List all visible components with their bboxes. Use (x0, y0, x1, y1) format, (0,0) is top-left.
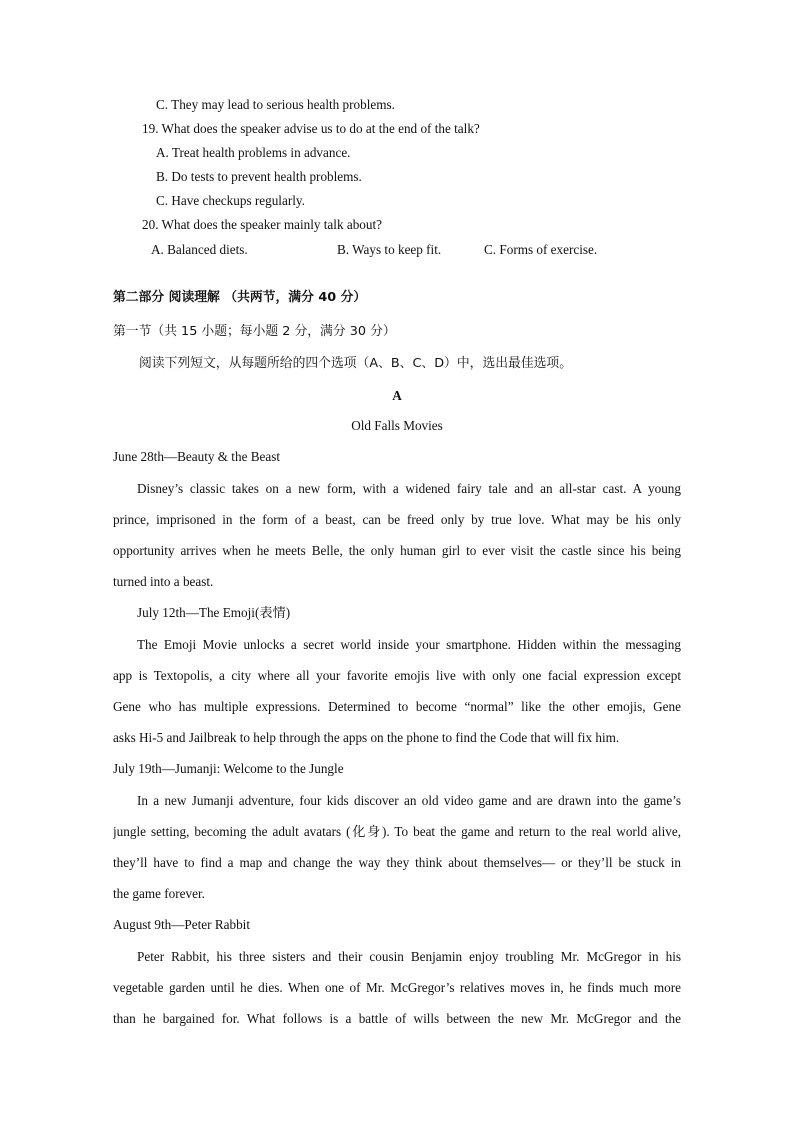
paragraph-line: the game forever. (113, 886, 205, 901)
paragraph-line: In a new Jumanji adventure, four kids discover an old video game and are drawn into the game’s (137, 793, 681, 808)
paragraph-line: The Emoji Movie unlocks a secret world inside your smartphone. Hidden within the messaging (137, 637, 681, 652)
passage-label: A (392, 388, 402, 403)
q19-option-a: A. Treat health problems in advance. (156, 145, 351, 160)
instruction: 阅读下列短文，从每题所给的四个选项（A、B、C、D）中，选出最佳选项。 (139, 356, 573, 371)
q18-option-c: C. They may lead to serious health problems. (156, 97, 395, 112)
q19-option-b: B. Do tests to prevent health problems. (156, 169, 362, 184)
paragraph-line: app is Textopolis, a city where all your favorite emojis live with only one facial expression except (113, 668, 681, 683)
paragraph-line: vegetable garden until he dies. When one of Mr. McGregor’s relatives moves in, he finds much more (113, 980, 681, 995)
q19-option-c: C. Have checkups regularly. (156, 193, 305, 208)
paragraph-line: asks Hi-5 and Jailbreak to help through the apps on the phone to find the Code that will fix him. (113, 730, 620, 745)
q20-option-b: B. Ways to keep fit. (337, 242, 442, 257)
q19-stem: 19. What does the speaker advise us to do at the end of the talk? (142, 121, 480, 136)
movie-heading: July 19th—Jumanji: Welcome to the Jungle (113, 761, 344, 776)
paragraph-line: prince, imprisoned in the form of a beast, can be freed only by true love. What may be his only (113, 512, 681, 527)
movie-heading: August 9th—Peter Rabbit (113, 917, 250, 932)
paragraph-line: turned into a beast. (113, 574, 214, 589)
movie-heading: June 28th—Beauty & the Beast (113, 449, 281, 464)
section-title: 第一节（共 15 小题；每小题 2 分，满分 30 分） (113, 324, 396, 339)
paragraph-line: opportunity arrives when he meets Belle, the only human girl to ever visit the castle since his being (113, 543, 681, 558)
q20-option-c: C. Forms of exercise. (484, 242, 598, 257)
movie-heading: July 12th—The Emoji(表情) (137, 605, 291, 620)
part-title: 第二部分 阅读理解 （共两节，满分 40 分） (113, 290, 367, 305)
q20-stem: 20. What does the speaker mainly talk about? (142, 217, 382, 232)
paragraph-line: they’ll have to find a map and change the way they think about themselves— or they’ll be stuck in (113, 855, 681, 870)
paragraph-line: than he bargained for. What follows is a battle of wills between the new Mr. McGregor and the (113, 1011, 681, 1026)
q20-option-a: A. Balanced diets. (151, 242, 248, 257)
paragraph-line: jungle setting, becoming the adult avatars (化身). To beat the game and return to the real world alive, (113, 824, 681, 839)
paragraph-line: Gene who has multiple expressions. Determined to become “normal” like the other emojis, Gene (113, 699, 681, 714)
paragraph-line: Disney’s classic takes on a new form, with a widened fairy tale and an all-star cast. A young (137, 481, 681, 496)
paragraph-line: Peter Rabbit, his three sisters and their cousin Benjamin enjoy troubling Mr. McGregor in his (137, 949, 681, 964)
passage-title: Old Falls Movies (351, 418, 443, 433)
